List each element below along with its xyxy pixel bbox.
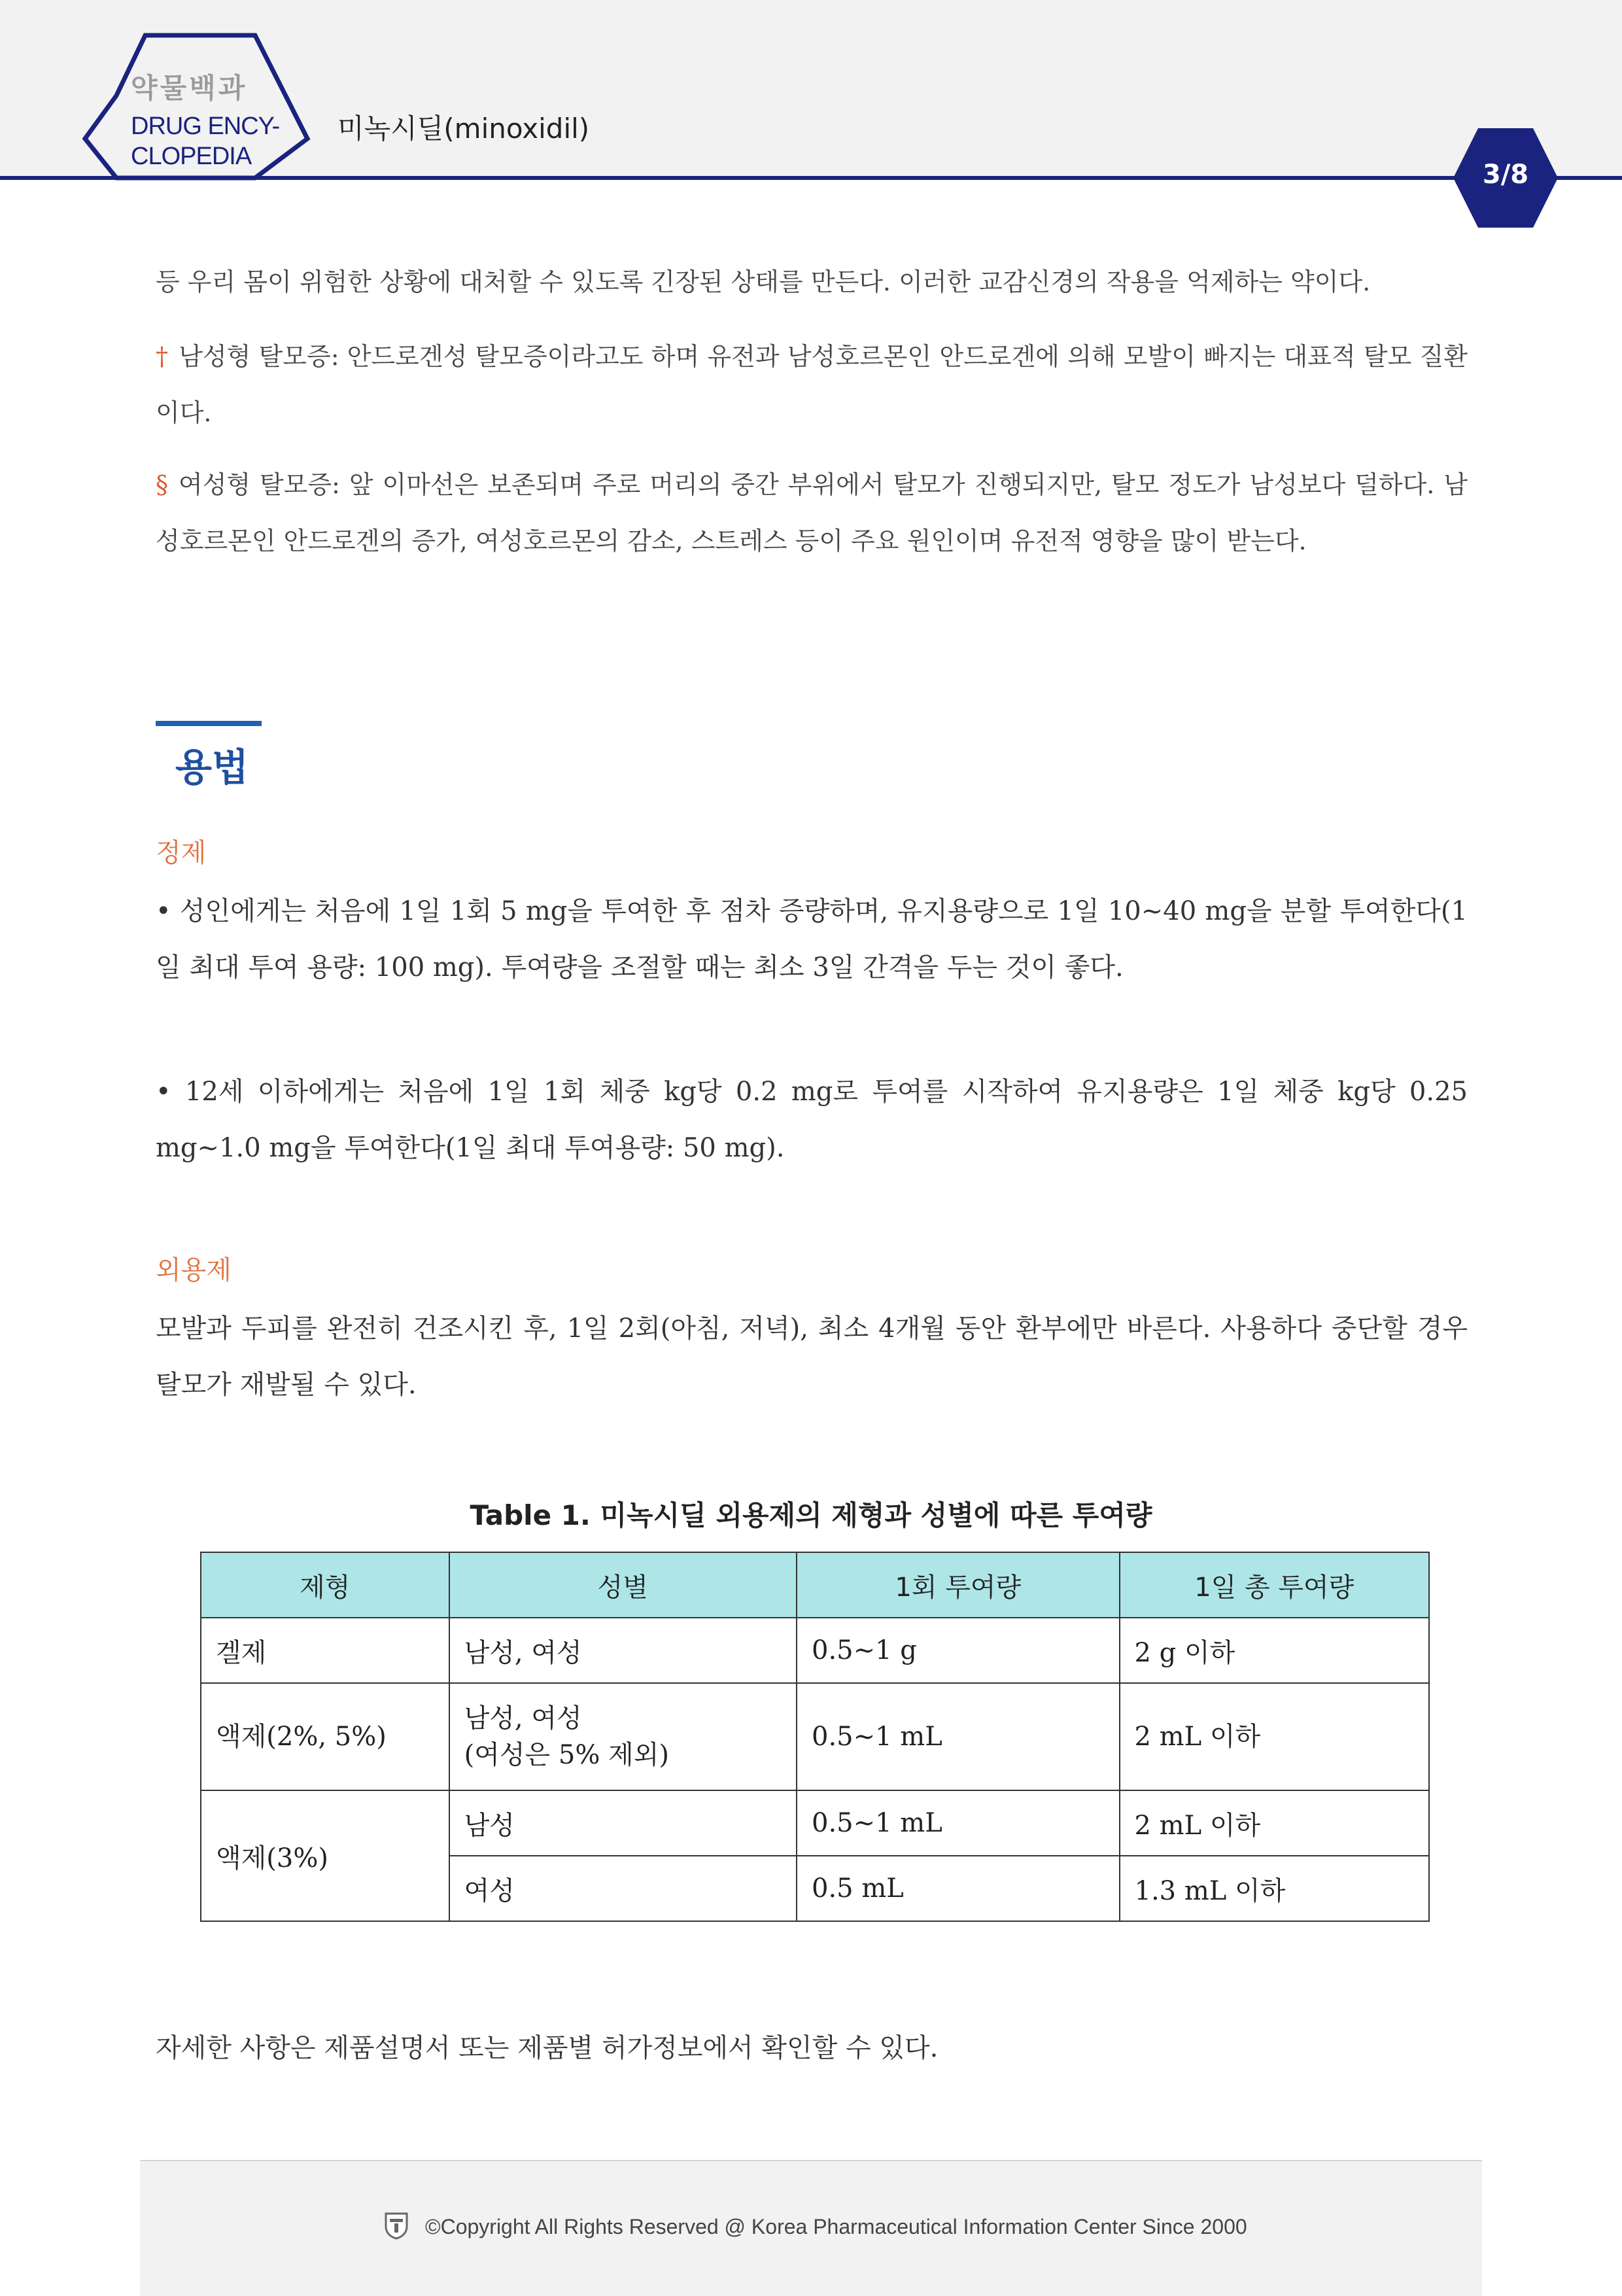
- cell-daily-dose: 2 g 이하: [1120, 1618, 1429, 1683]
- document-title: 미녹시딜(minoxidil): [337, 113, 590, 145]
- tablet-child-dosage: • 12세 이하에게는 처음에 1일 1회 체중 kg당 0.2 mg로 투여를 시작하여 유지용량은 1일 체중 kg당 0.25 mg~1.0 mg을 투여한다(1일 최대 투여용량: 50 mg).: [156, 1077, 1468, 1163]
- footer-copyright: ©Copyright All Rights Reserved @ Korea Pharmaceutical Information Center Since 2000: [425, 2215, 1247, 2238]
- topical-heading: 외용제: [156, 1255, 232, 1285]
- header-daily-dose: 1일 총 투여량: [1120, 1552, 1429, 1618]
- section-title: 용법: [175, 745, 249, 790]
- dosage-table: [200, 1552, 1430, 1922]
- topical-usage: 모발과 두피를 완전히 건조시킨 후, 1일 2회(아침, 저녁), 최소 4개월 동안 환부에만 바른다. 사용하다 중단할 경우 탈모가 재발될 수 있다.: [156, 1313, 1468, 1400]
- note-female-alopecia: [156, 457, 1468, 569]
- note-male-alopecia-text: 남성형 탈모증: 안드로겐성 탈모증이라고도 하며 유전과 남성호르몬인 안드로겐에 의해 모발이 빠지는 대표적 탈모 질환이다.: [156, 342, 1468, 427]
- cell-single-dose: 0.5∼1 mL: [797, 1790, 1120, 1856]
- cell-form: 액제(2%, 5%): [201, 1683, 449, 1790]
- header-sex: 성별: [449, 1552, 797, 1618]
- table-caption: Table 1. 미녹시딜 외용제의 제형과 성별에 따른 투여량: [470, 1499, 1152, 1531]
- table-header-row: [201, 1552, 1429, 1618]
- cell-form: 액제(3%): [201, 1790, 449, 1921]
- cell-sex: 여성: [449, 1856, 797, 1921]
- section-mark: §: [156, 470, 168, 499]
- note-female-alopecia-text: 여성형 탈모증: 앞 이마선은 보존되며 주로 머리의 중간 부위에서 탈모가 진행되지만, 탈모 정도가 남성보다 덜하다. 남성호르몬인 안드로겐의 증가, 여성호르몬의 감소, 스트레스 등이 주요 원인이며 유전적 영향을 많이 받는다.: [156, 470, 1468, 555]
- closing-note: 자세한 사항은 제품설명서 또는 제품별 허가정보에서 확인할 수 있다.: [156, 2033, 939, 2063]
- tablet-adult-dosage: • 성인에게는 처음에 1일 1회 5 mg을 투여한 후 점차 증량하며, 유지용량으로 1일 10~40 mg을 분할 투여한다(1일 최대 투여 용량: 100 mg). 투여량을 조절할 때는 최소 3일 간격을 두는 것이 좋다.: [156, 896, 1468, 983]
- cell-daily-dose: 1.3 mL 이하: [1120, 1856, 1429, 1921]
- table-row: [201, 1683, 1429, 1790]
- page-number: 3/8: [1482, 160, 1529, 190]
- cell-form: 겔제: [201, 1618, 449, 1683]
- dagger-mark: †: [156, 342, 169, 371]
- cell-daily-dose: 2 mL 이하: [1120, 1683, 1429, 1790]
- cell-sex: 남성: [449, 1790, 797, 1856]
- header-form: 제형: [201, 1552, 449, 1618]
- brand-english: [131, 111, 279, 171]
- cell-daily-dose: 2 mL 이하: [1120, 1790, 1429, 1856]
- brand-english-line2: CLOPEDIA: [131, 143, 252, 170]
- cell-sex: [449, 1683, 797, 1790]
- section-accent-bar: [156, 721, 262, 726]
- note-continuation: 등 우리 몸이 위험한 상황에 대처할 수 있도록 긴장된 상태를 만든다. 이러한 교감신경의 작용을 억제하는 약이다.: [156, 268, 1371, 296]
- cell-sex-line2: (여성은 5% 제외): [464, 1740, 669, 1770]
- cell-sex-line1: 남성, 여성: [464, 1703, 582, 1733]
- cell-single-dose: 0.5 mL: [797, 1856, 1120, 1921]
- brand-english-line1: DRUG ENCY-: [131, 113, 280, 140]
- header-single-dose: 1회 투여량: [797, 1552, 1120, 1618]
- note-male-alopecia: [156, 328, 1468, 441]
- table-row: [201, 1618, 1429, 1683]
- brand-korean: 약물백과: [131, 72, 248, 104]
- tablet-heading: 정제: [156, 838, 207, 868]
- cell-sex: 남성, 여성: [449, 1618, 797, 1683]
- table-row: [201, 1790, 1429, 1856]
- cell-single-dose: 0.5∼1 g: [797, 1618, 1120, 1683]
- cell-single-dose: 0.5∼1 mL: [797, 1683, 1120, 1790]
- kpic-shield-icon: [383, 2211, 409, 2240]
